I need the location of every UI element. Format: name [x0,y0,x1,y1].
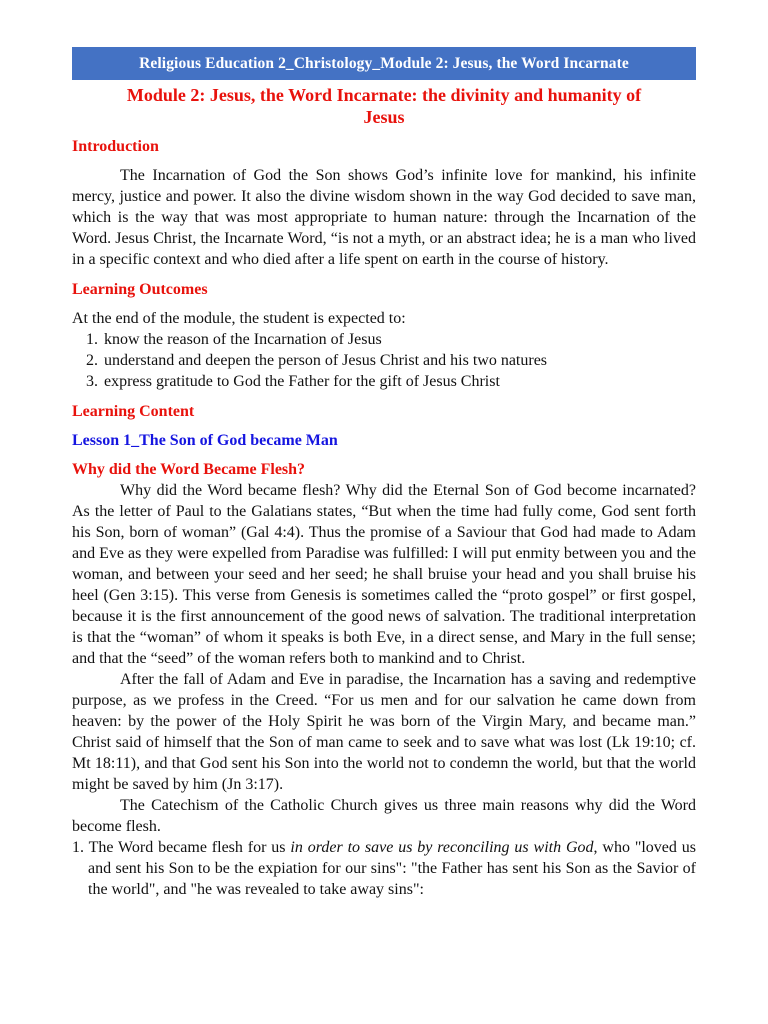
introduction-paragraph: The Incarnation of God the Son shows God’s infinite love for mankind, his infinite mercy, justice and power. It also the divine wisdom shown in the way God decided to save man, which is the way that was most appropriate to human nature: through the Incarnation of the Word. Jesus Christ, the Incarnate Word, “is not a myth, or an abstract idea; he is a man who lived in a specific context and who died after a life spent on earth in the course of history. [72,167,696,268]
module-title-line2: Jesus [363,107,405,127]
outcome-item: 1. know the reason of the Incarnation of Jesus [102,329,696,350]
lesson-heading: Lesson 1_The Son of God became Man [72,432,338,449]
outcomes-list [72,329,696,392]
content-paragraph-2: After the fall of Adam and Eve in paradise, the Incarnation has a saving and redemptive purpose, as we profess in the Creed. “For us men and for our salvation he came down from heaven: by the power of the Holy Spirit he was born of the Virgin Mary, and became man.” Christ said of himself that the Son of man came to seek and to save what was lost (Lk 19:10; cf. Mt 18:11), and that God sent his Son into the world not to condemn the world, but that the world might be saved by him (Jn 3:17). [72,671,696,793]
outcome-item: 3. express gratitude to God the Father for the gift of Jesus Christ [102,371,696,392]
content-paragraph-1: Why did the Word became flesh? Why did the Eternal Son of God become incarnated? As the letter of Paul to the Galatians states, “But when the time had fully come, God sent forth his Son, born of woman” (Gal 4:4). Thus the promise of a Saviour that God had made to Adam and Eve as they were expelled from Paradise was fulfilled: I will put enmity between you and the woman, and between your seed and her seed; he shall bruise your head and you shall bruise his heel (Gen 3:15). This verse from Genesis is sometimes called the “proto gospel” or first gospel, because it is the first announcement of the good news of salvation. The traditional interpretation is that the “woman” of whom it speaks is both Eve, in a direct sense, and Mary in the full sense; and that the “seed” of the woman refers both to mankind and to Christ. [72,482,696,667]
module-banner: Religious Education 2_Christology_Module 2: Jesus, the Word Incarnate [72,47,696,80]
why-word-flesh-heading: Why did the Word Became Flesh? [72,461,306,478]
reason-number: 1. [72,839,84,856]
outcomes-intro: At the end of the module, the student is expected to: [72,310,406,327]
document-page [72,47,696,900]
content-paragraph-3: The Catechism of the Catholic Church gives us three main reasons why did the Word become flesh. [72,797,696,835]
module-title [72,84,696,128]
module-title-line1: Module 2: Jesus, the Word Incarnate: the divinity and humanity of [126,85,642,105]
learning-content-heading: Learning Content [72,403,195,420]
outcome-item: 2. understand and deepen the person of Jesus Christ and his two natures [102,350,696,371]
learning-outcomes-heading: Learning Outcomes [72,281,208,298]
introduction-heading: Introduction [72,138,159,155]
reason-text-after: , who "loved us and sent his Son to be the expiation for our sins": "the Father has sent his Son as the Savior of the world", and "he was revealed to take away sins": [88,839,696,898]
reason-text-italic: in order to save us by reconciling us with God [290,839,594,856]
reason-text-before: The Word became flesh for us [84,839,291,856]
reason-item-1 [72,837,696,900]
